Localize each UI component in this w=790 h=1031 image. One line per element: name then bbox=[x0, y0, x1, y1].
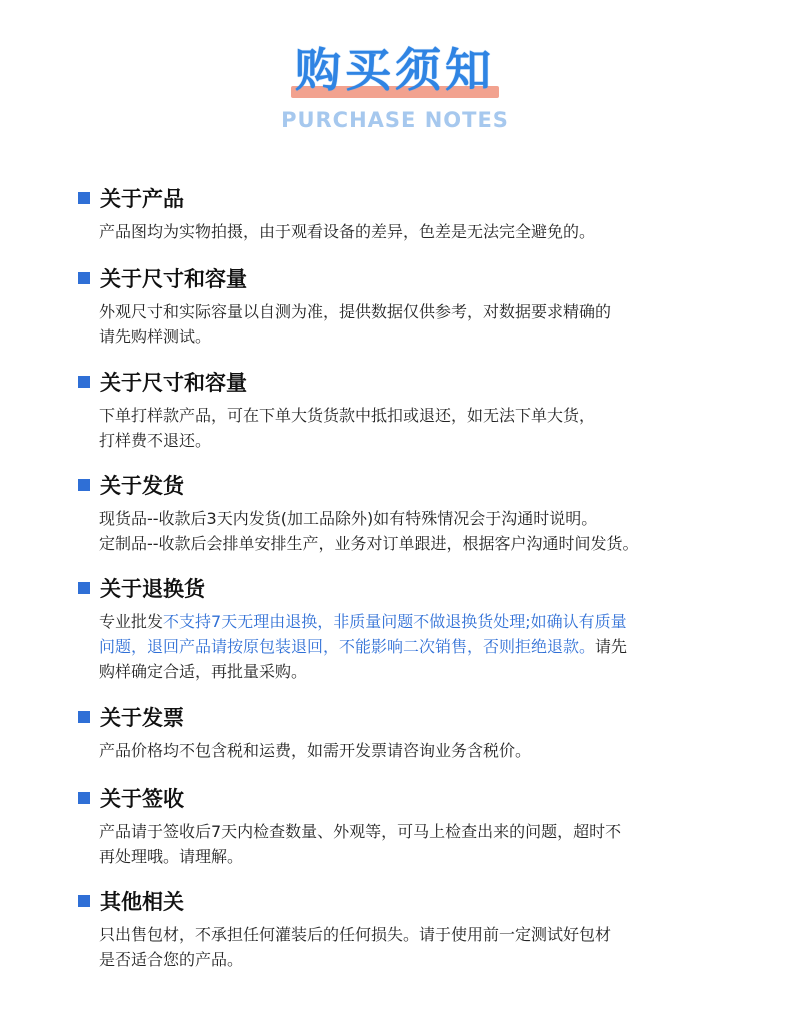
body-line: 产品请于签收后7天内检查数量、外观等，可马上检查出来的问题，超时不 bbox=[99, 822, 622, 841]
section-product bbox=[78, 183, 778, 244]
section-title: 其他相关 bbox=[100, 890, 184, 914]
square-bullet-icon bbox=[78, 376, 90, 388]
section-header bbox=[78, 783, 778, 813]
section-body bbox=[99, 819, 778, 869]
section-header bbox=[78, 470, 778, 500]
page-header bbox=[0, 40, 790, 132]
body-line: 只出售包材，不承担任何灌装后的任何损失。请于使用前一定测试好包材 bbox=[99, 925, 612, 944]
body-line bbox=[99, 609, 778, 634]
square-bullet-icon bbox=[78, 272, 90, 284]
section-body bbox=[99, 403, 778, 453]
section-body bbox=[99, 219, 778, 244]
section-body bbox=[99, 738, 778, 763]
body-text: 请先 bbox=[595, 637, 628, 656]
section-body bbox=[99, 922, 778, 972]
section-title: 关于尺寸和容量 bbox=[100, 267, 247, 291]
section-shipping bbox=[78, 470, 778, 556]
body-line: 产品图均为实物拍摄，由于观看设备的差异，色差是无法完全避免的。 bbox=[99, 222, 596, 241]
section-title: 关于发票 bbox=[100, 706, 184, 730]
section-title: 关于尺寸和容量 bbox=[100, 371, 247, 395]
square-bullet-icon bbox=[78, 192, 90, 204]
section-body bbox=[99, 506, 778, 556]
body-line: 是否适合您的产品。 bbox=[99, 950, 244, 969]
highlighted-text: 问题，退回产品请按原包装退回，不能影响二次销售，否则拒绝退款。 bbox=[99, 637, 596, 656]
square-bullet-icon bbox=[78, 895, 90, 907]
section-body bbox=[99, 609, 778, 684]
section-title: 关于产品 bbox=[100, 187, 184, 211]
section-header bbox=[78, 886, 778, 916]
body-line: 打样费不退还。 bbox=[99, 431, 212, 450]
section-title: 关于退换货 bbox=[100, 577, 205, 601]
body-line: 外观尺寸和实际容量以自测为准，提供数据仅供参考，对数据要求精确的 bbox=[99, 302, 612, 321]
square-bullet-icon bbox=[78, 582, 90, 594]
body-line: 产品价格均不包含税和运费，如需开发票请咨询业务含税价。 bbox=[99, 741, 532, 760]
body-line: 定制品--收款后会排单安排生产，业务对订单跟进，根据客户沟通时间发货。 bbox=[99, 534, 639, 553]
section-title: 关于发货 bbox=[100, 474, 184, 498]
section-header bbox=[78, 263, 778, 293]
body-line: 购样确定合适，再批量采购。 bbox=[99, 662, 308, 681]
title-block bbox=[291, 40, 499, 104]
body-line: 请先购样测试。 bbox=[99, 327, 212, 346]
body-line bbox=[99, 634, 778, 659]
section-invoice bbox=[78, 702, 778, 763]
square-bullet-icon bbox=[78, 479, 90, 491]
section-receipt bbox=[78, 783, 778, 869]
section-other bbox=[78, 886, 778, 972]
body-text: 专业批发 bbox=[99, 612, 164, 631]
body-line: 现货品--收款后3天内发货(加工品除外)如有特殊情况会于沟通时说明。 bbox=[99, 509, 598, 528]
section-size-capacity bbox=[78, 263, 778, 349]
page-title: 购买须知 bbox=[295, 43, 495, 97]
section-header bbox=[78, 183, 778, 213]
body-line: 再处理哦。请理解。 bbox=[99, 847, 244, 866]
page-subtitle: PURCHASE NOTES bbox=[281, 108, 509, 132]
highlighted-text: 不支持7天无理由退换，非质量问题不做退换货处理;如确认有质量 bbox=[163, 612, 627, 631]
section-title: 关于签收 bbox=[100, 787, 184, 811]
section-header bbox=[78, 573, 778, 603]
section-body bbox=[99, 299, 778, 349]
square-bullet-icon bbox=[78, 792, 90, 804]
section-header bbox=[78, 367, 778, 397]
section-header bbox=[78, 702, 778, 732]
square-bullet-icon bbox=[78, 711, 90, 723]
section-sample bbox=[78, 367, 778, 453]
section-returns bbox=[78, 573, 778, 684]
body-line: 下单打样款产品，可在下单大货货款中抵扣或退还，如无法下单大货， bbox=[99, 406, 596, 425]
